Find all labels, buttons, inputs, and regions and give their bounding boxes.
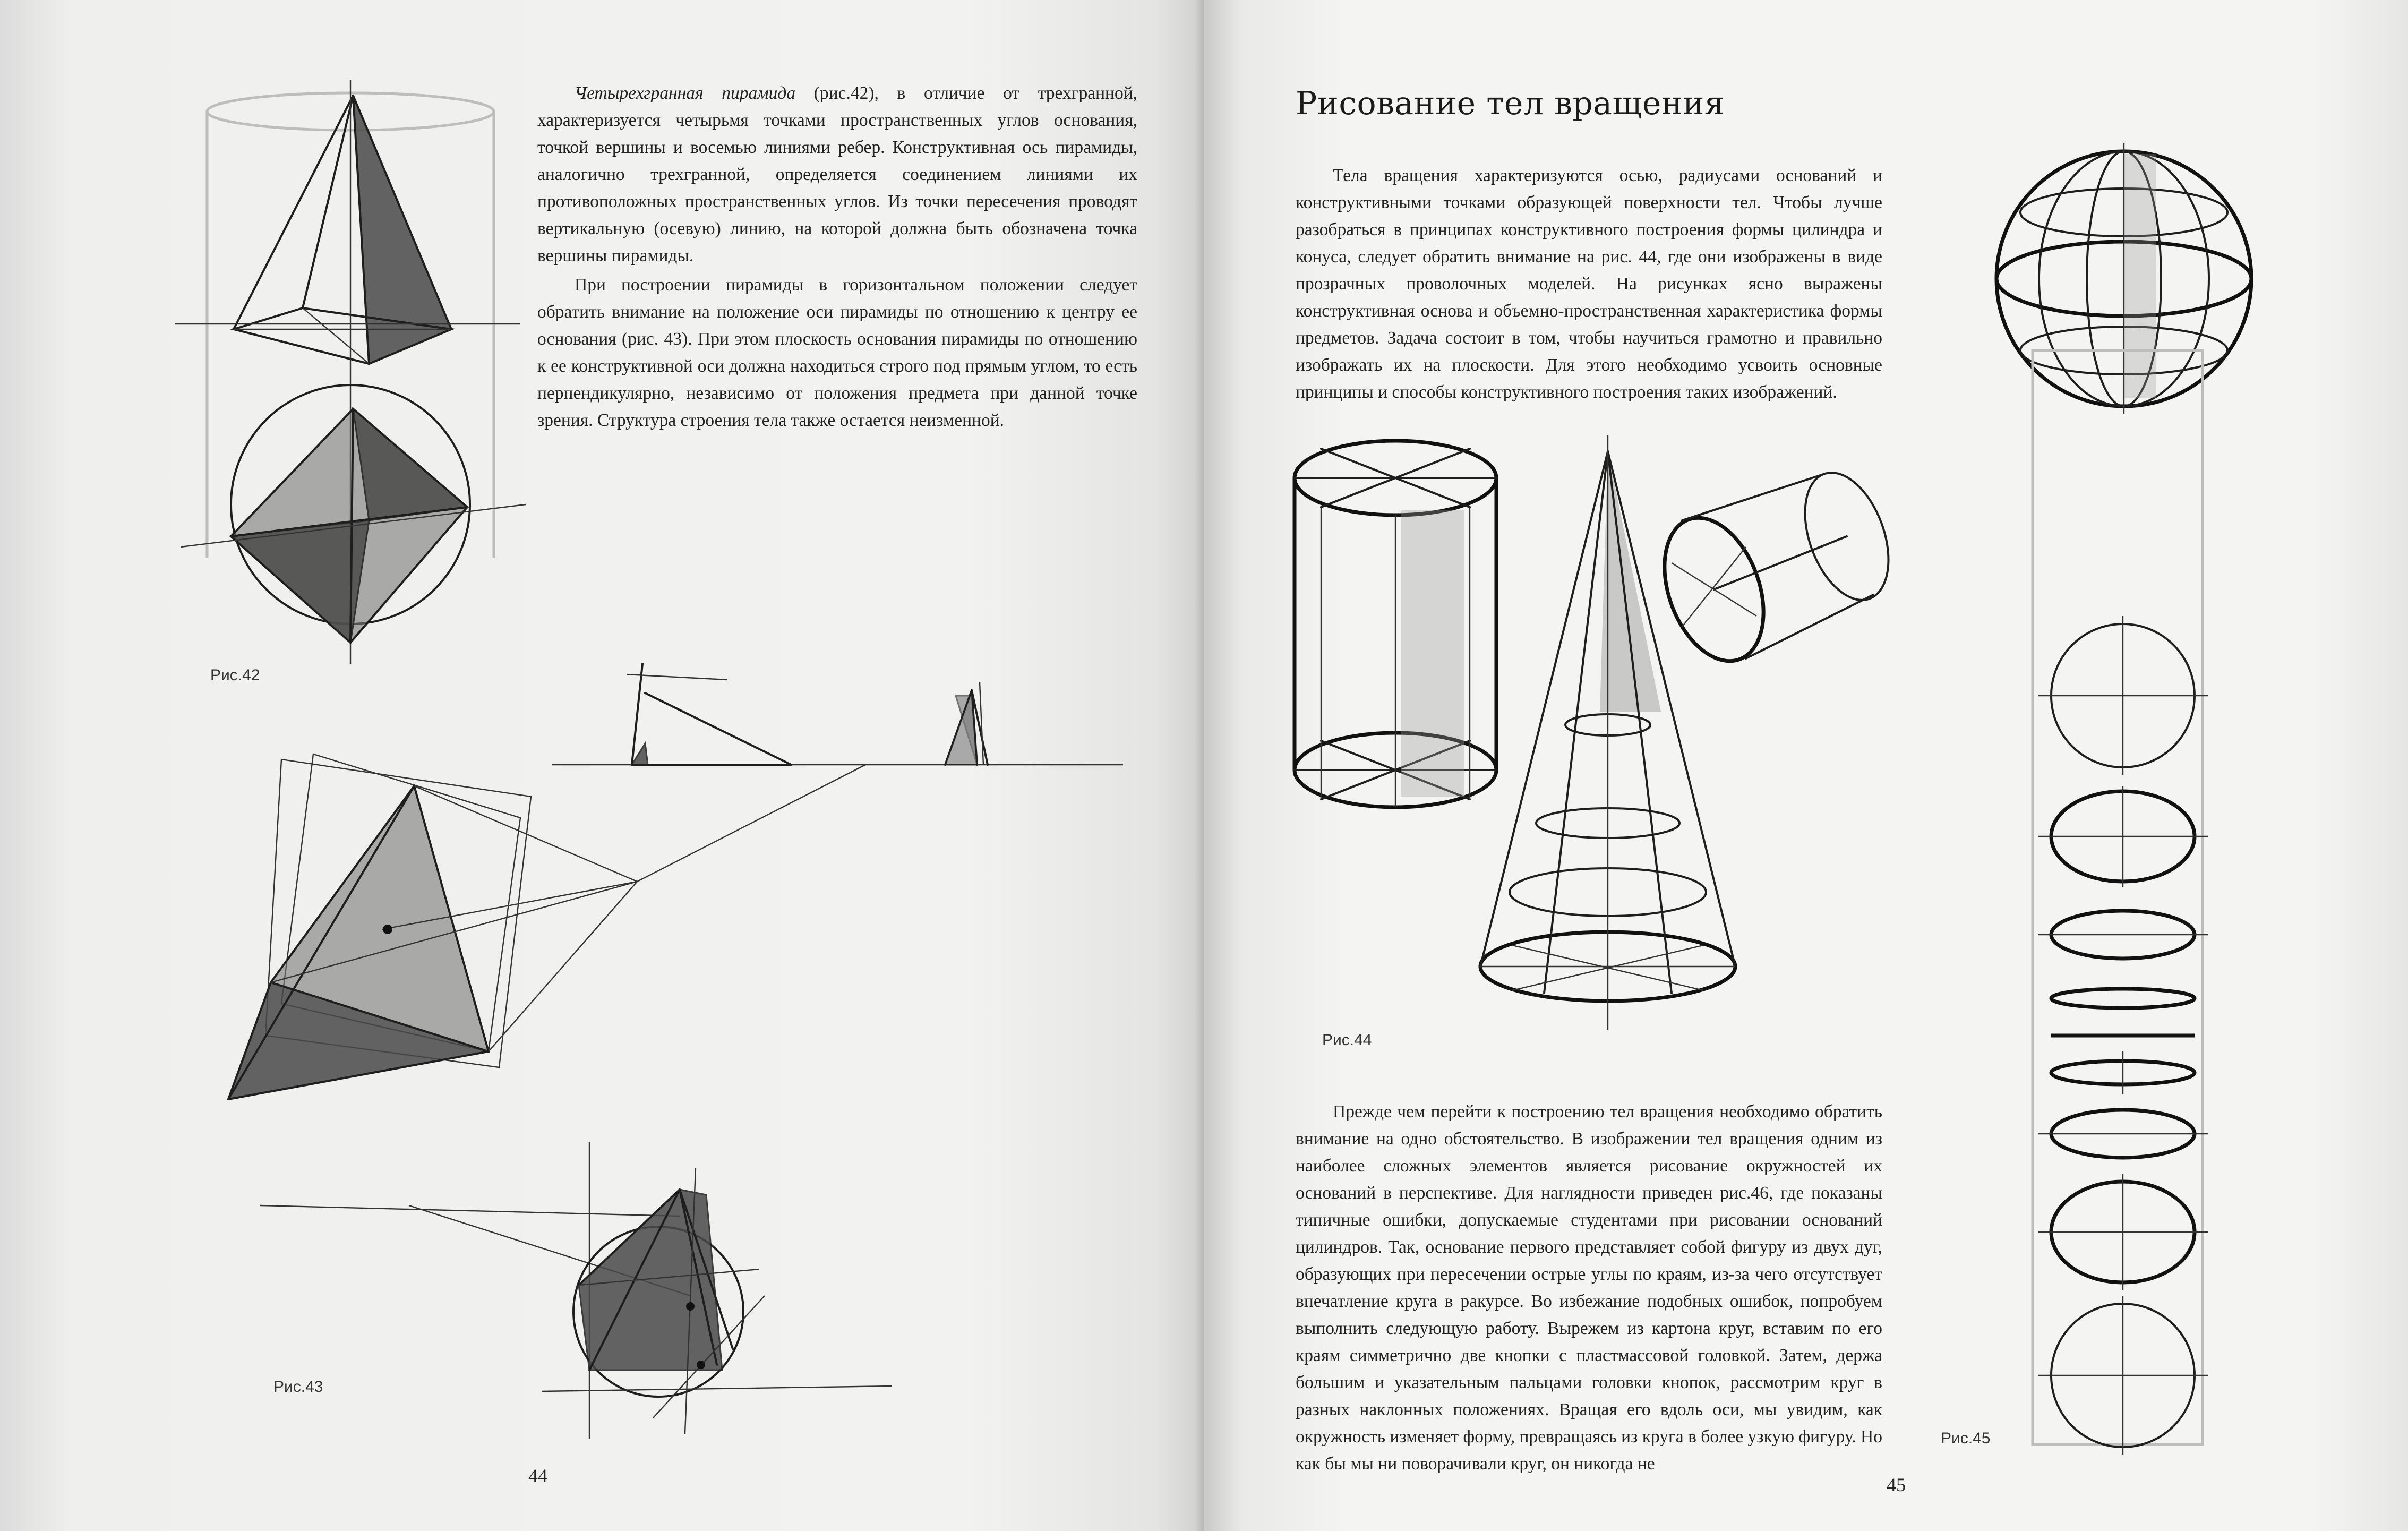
caption-fig43: Рис.43: [273, 1378, 323, 1396]
fig42-pyramid-plan: [181, 385, 526, 643]
fig44-tilted-cylinder: [1646, 461, 1904, 675]
figure-42-drawing: [170, 80, 531, 674]
paragraph-2: [537, 271, 1137, 434]
paragraph-2-text: При построении пирамиды в горизонтальном положении следует обратить внимание на положение оси пирамиды по отношению к центру ее основания (рис. 43). При этом плоскость основания пирамиды по отношению к ее конструктивной оси должна находиться строго под прямым углом, то есть перпендикулярно, независимо от положения предмета при данной точке зрения. Структура строения тела также остается неизменной.: [537, 275, 1137, 430]
caption-fig42: Рис.42: [210, 666, 260, 684]
fig45-ellipse-2: [2038, 786, 2208, 887]
right-bottom-text-block: [1296, 1098, 1882, 1477]
fig44-cone: [1480, 435, 1735, 1030]
caption-fig44: Рис.44: [1322, 1031, 1372, 1049]
paragraph-1: [537, 80, 1137, 269]
fig45-ellipse-7: [2038, 1110, 2208, 1158]
fig45-ellipse-8: [2038, 1174, 2208, 1290]
right-paragraph-2: Прежде чем перейти к построению тел вращения необходимо обратить внимание на одно обстоятельство. В изображении тел вращения одним из наиболее сложных элементов является рисование окружностей их оснований в перспективе. Для наглядности приведен рис.46, где показаны типичные ошибки, допускаемые студентами при рисовании оснований цилиндров. Так, основание первого представляет собой фигуру из двух дуг, образующих при пересечении острые углы по краям, из-за чего отсутствует впечатление круга в ракурсе. Во избежание подобных ошибок, попробуем выполнить следующую работу. Вырежем из картона круг, вставим по его краям симметрично две кнопки с пластмассовой головкой. Затем, держа большим и указательным пальцами головки кнопок, рассмотрим круг в разных наклонных положениях. Вращая его вдоль оси, мы увидим, как окружность изменяет форму, превращаясь из круга в более узкую фигуру. Но как бы мы ни поворачивали круг, он никогда не: [1296, 1102, 1882, 1474]
fig45-ellipse-1: [2038, 616, 2208, 775]
paragraph-1-text: (рис.42), в отличие от трехгранной, характеризуется четырьмя точками пространственных углов основания, точкой вершины и восемью линиями ребер. Конструктивная ось пирамиды, аналогично трехгранной, определяется соединением линиями их противоположных пространственных углов. Из точки пересечения проводят вертикальную (осевую) линию, на которой должна быть обозначена точка вершины пирамиды.: [537, 83, 1137, 266]
figure-44-drawing: [1289, 435, 1873, 1041]
page-number-left: 44: [528, 1465, 547, 1486]
fig45-ghost-column: [2033, 350, 2203, 1444]
fig45-ellipse-6: [2051, 1051, 2195, 1094]
fig45-ellipse-4: [2051, 989, 2195, 1008]
fig43-upper-pyramid: [228, 754, 865, 1099]
fig45-ellipse-3: [2038, 911, 2208, 959]
sphere-drawing: [1985, 143, 2261, 414]
page-number-right: 45: [1887, 1474, 1906, 1495]
fig45-circle-9: [2038, 1296, 2208, 1455]
right-top-text-block: [1296, 162, 1882, 406]
left-text-block: [537, 80, 1137, 434]
right-page: [1204, 0, 2408, 1531]
figure-45-drawing: [2033, 616, 2213, 1466]
figure-43-perspective-drawing: [223, 738, 924, 1444]
caption-fig45: Рис.45: [1941, 1430, 1991, 1447]
right-paragraph-1: Тела вращения характеризуются осью, радиусами оснований и конструктивными точками образующей поверхности тел. Чтобы лучше разобраться в принципах конструктивного построения формы цилиндра и конуса, следует обратить внимание на рис. 44, где они изображены в виде прозрачных проволочных моделей. На рисунках ясно выражены конструктивная основа и объемно-пространственная характеристика формы предметов. Задача состоит в том, чтобы научиться грамотно и правильно изображать их на плоскости. Для этого необходимо усвоить основные принципы и способы конструктивного построения таких изображений.: [1296, 166, 1882, 402]
fig43-lower-pyramid: [260, 1142, 892, 1439]
paragraph-1-lead: Четырехгранная пирамида: [575, 83, 796, 103]
page-heading: Рисование тел вращения: [1296, 85, 1725, 122]
fig44-upright-cylinder: [1295, 441, 1496, 807]
